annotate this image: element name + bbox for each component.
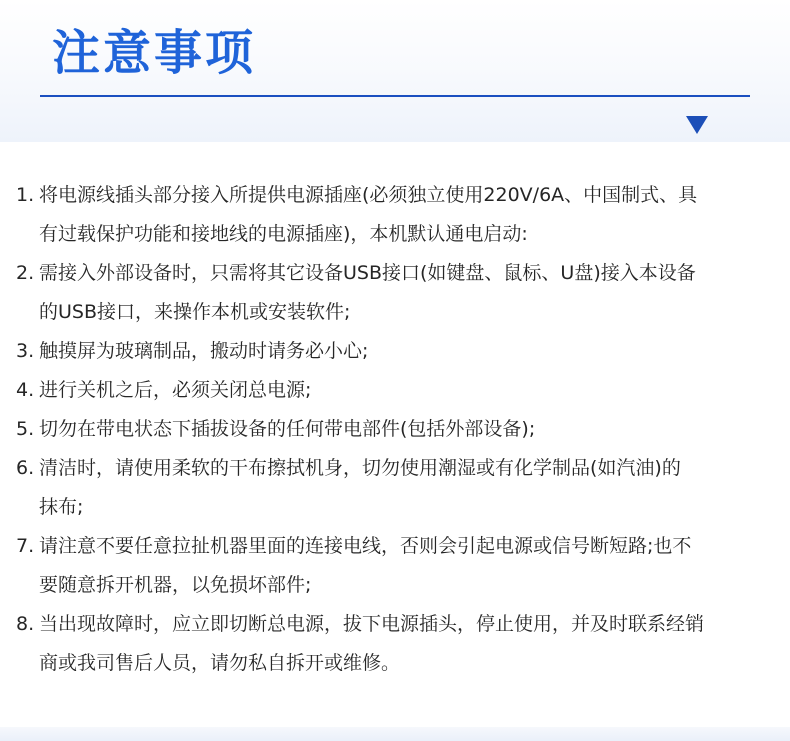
page-title: 注意事项 (52, 25, 257, 81)
note-number: 6. (16, 457, 35, 479)
header-band (0, 0, 790, 142)
note-text-line: 抹布; (39, 496, 84, 518)
note-text-line: 商或我司售后人员，请勿私自拆开或维修。 (39, 652, 401, 674)
note-number: 4. (16, 379, 35, 401)
title-underline (40, 95, 750, 97)
note-text-line: 进行关机之后，必须关闭总电源; (39, 379, 312, 401)
note-text-line: 当出现故障时，应立即切断总电源，拔下电源插头，停止使用，并及时联系经销 (39, 613, 705, 635)
note-text-line: 要随意拆开机器，以免损坏部件; (39, 574, 312, 596)
note-text-line: 切勿在带电状态下插拔设备的任何带电部件(包括外部设备); (39, 418, 536, 440)
note-number: 7. (16, 535, 35, 557)
note-text-line: 的USB接口，来操作本机或安装软件; (39, 301, 351, 323)
footer-band (0, 727, 790, 741)
note-item-8 (16, 605, 776, 683)
note-text-line: 清洁时，请使用柔软的干布擦拭机身，切勿使用潮湿或有化学制品(如汽油)的 (39, 457, 681, 479)
note-text-line: 触摸屏为玻璃制品，搬动时请务必小心; (39, 340, 369, 362)
note-item-5 (16, 410, 776, 449)
note-text-line: 有过载保护功能和接地线的电源插座)，本机默认通电启动: (39, 223, 528, 245)
note-item-6 (16, 449, 776, 527)
down-triangle-icon (686, 116, 708, 134)
note-item-1 (16, 176, 776, 254)
note-number: 1. (16, 184, 35, 206)
note-item-2 (16, 254, 776, 332)
note-text-line: 将电源线插头部分接入所提供电源插座(必须独立使用220V/6A、中国制式、具 (39, 184, 698, 206)
note-item-7 (16, 527, 776, 605)
note-number: 2. (16, 262, 35, 284)
note-number: 8. (16, 613, 35, 635)
note-item-3 (16, 332, 776, 371)
note-text-line: 请注意不要任意拉扯机器里面的连接电线，否则会引起电源或信号断短路;也不 (39, 535, 692, 557)
note-text-line: 需接入外部设备时，只需将其它设备USB接口(如键盘、鼠标、U盘)接入本设备 (39, 262, 696, 284)
note-number: 5. (16, 418, 35, 440)
note-number: 3. (16, 340, 35, 362)
notes-list (16, 176, 776, 683)
note-item-4 (16, 371, 776, 410)
